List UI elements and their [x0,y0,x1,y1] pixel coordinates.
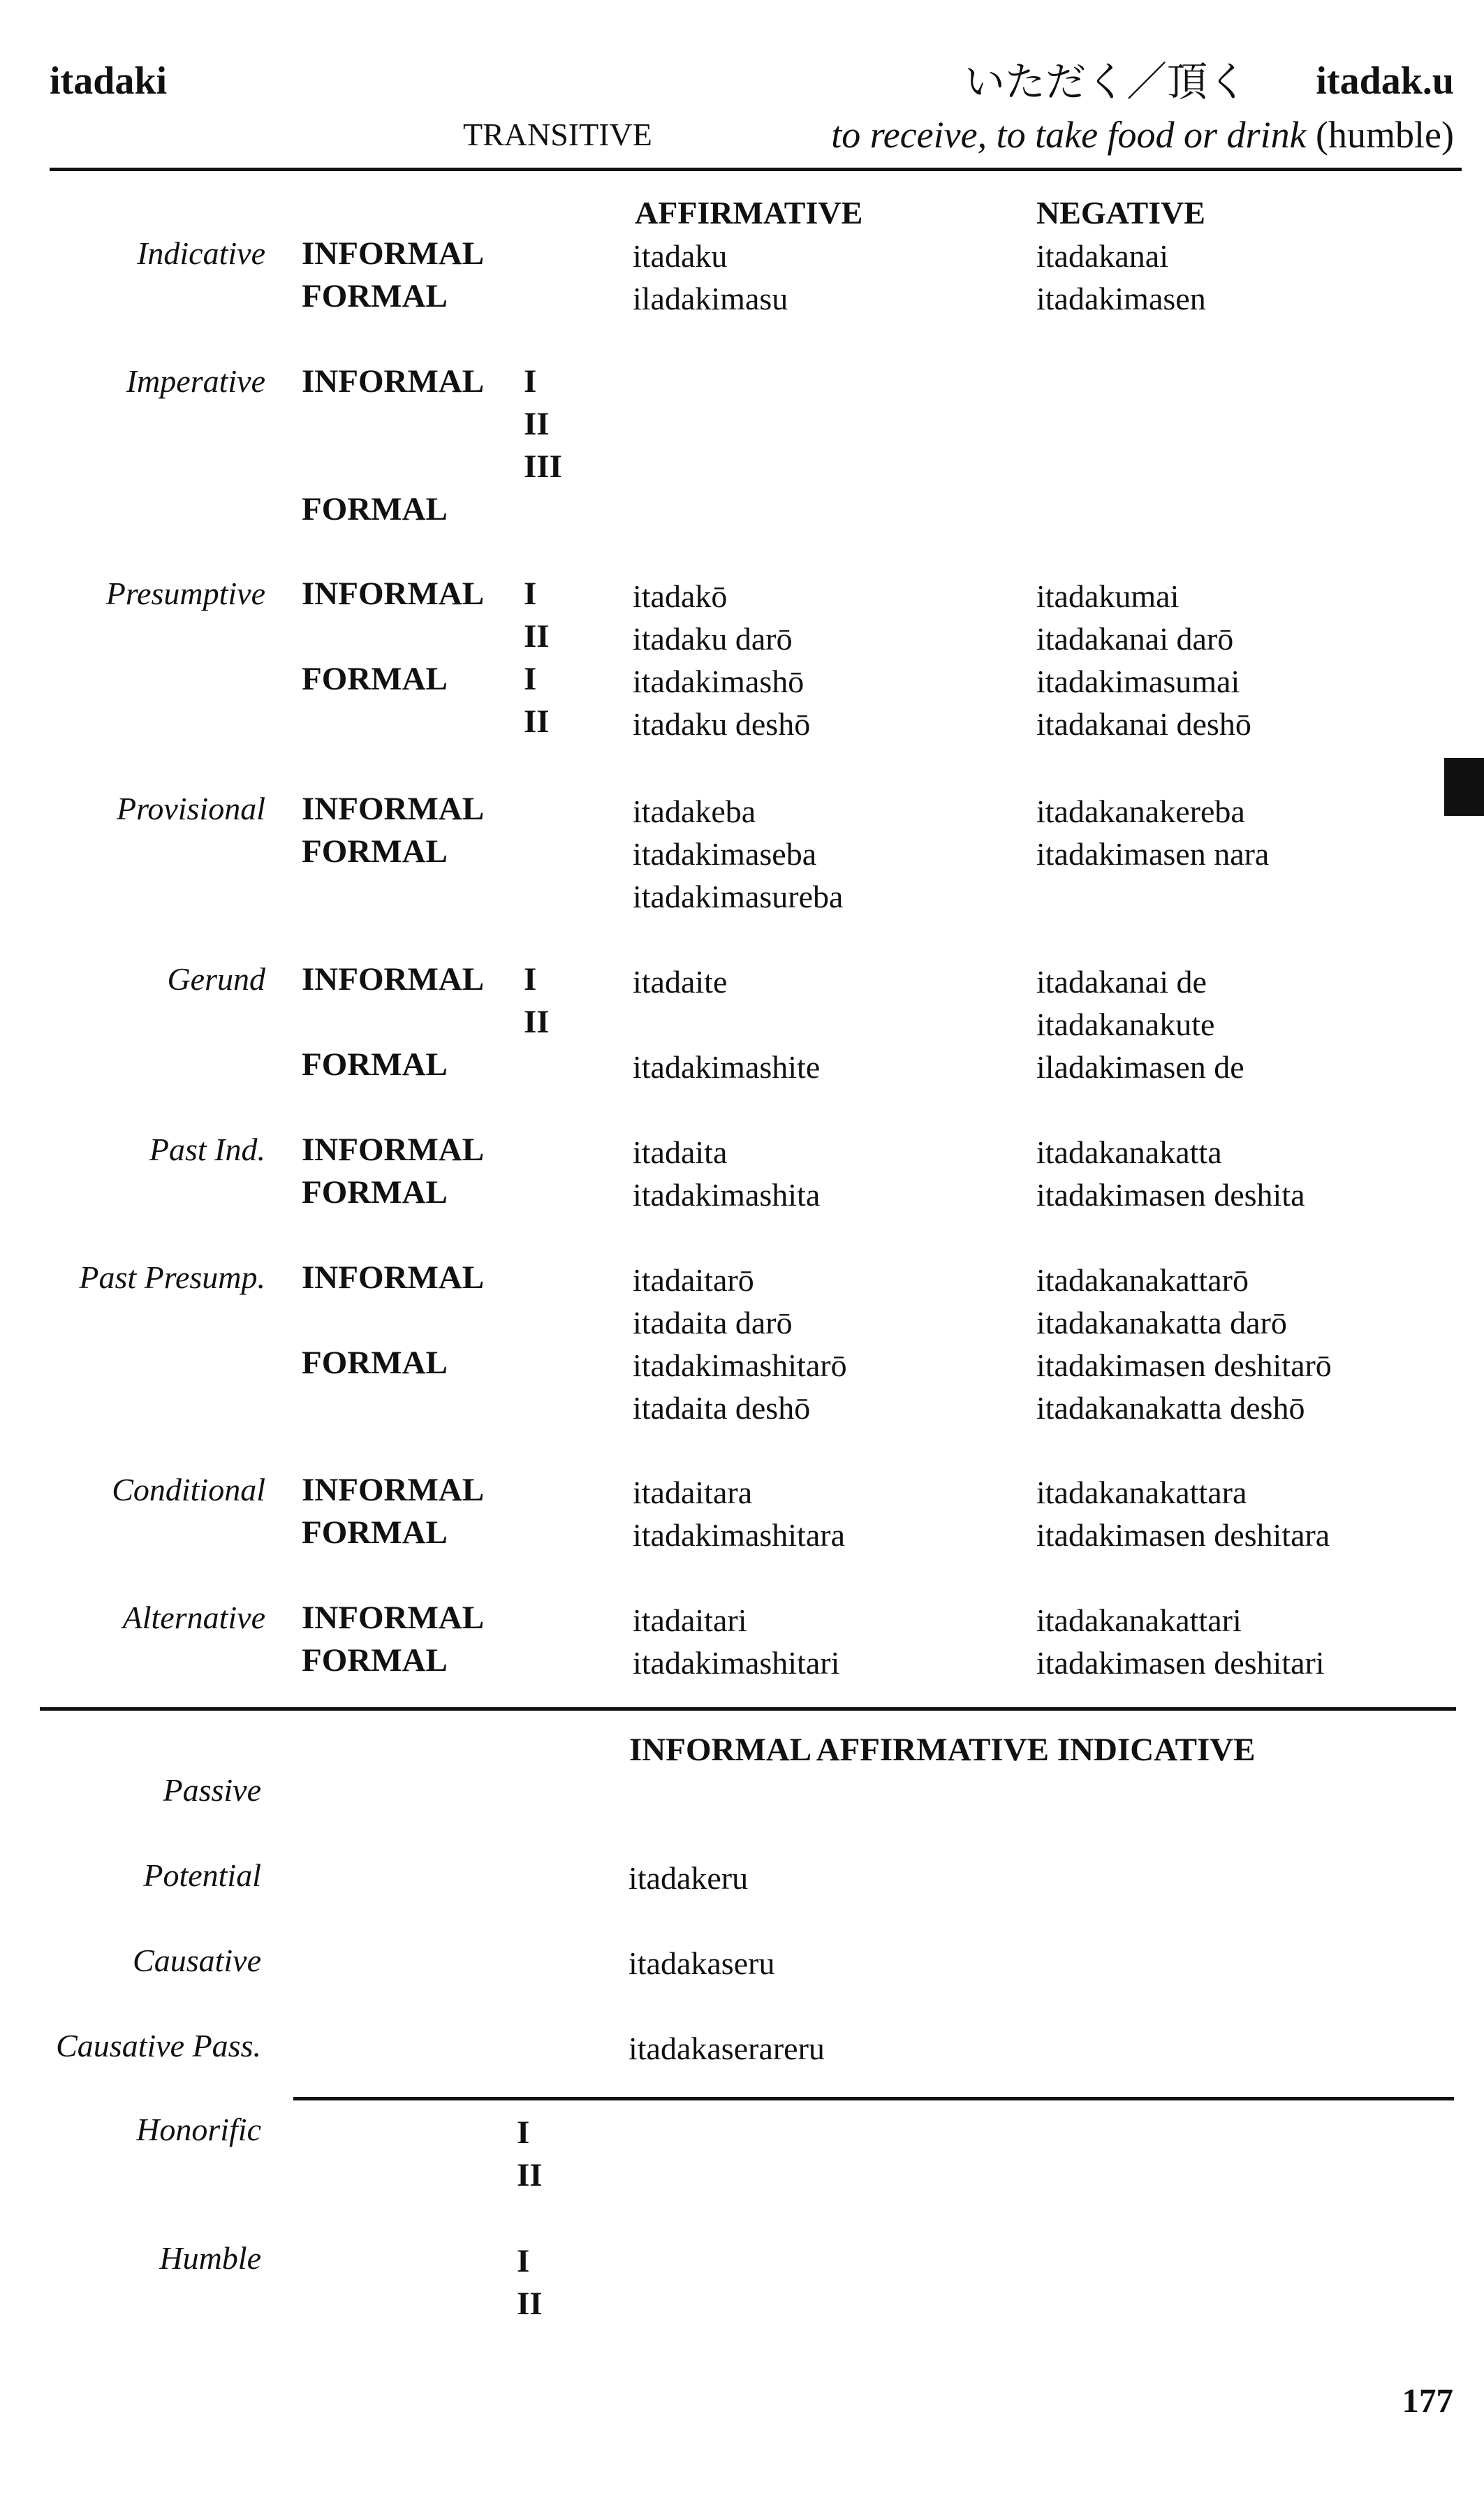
formality-level: FORMAL [302,1514,448,1551]
form-variant: I [524,661,537,697]
affirmative-form: itadaita darō [633,1305,793,1340]
negative-form: itadakumai [1036,578,1180,614]
negative-form: itadakanakatta deshō [1036,1390,1305,1426]
derived-forms-heading: INFORMAL AFFIRMATIVE INDICATIVE [629,1732,1256,1768]
mid-rule [40,1707,1456,1711]
negative-form: itadakanakattara [1036,1475,1247,1510]
derived-form: itadakeru [629,1860,749,1896]
derived-form: itadakaserareru [629,2031,825,2066]
formality-level: FORMAL [302,1642,448,1679]
affirmative-form: itadakimasureba [633,879,844,914]
affirmative-form: itadakimashitarō [633,1347,847,1383]
formality-level: FORMAL [302,1174,448,1211]
formality-level: FORMAL [302,833,448,870]
formality-level: INFORMAL [302,791,485,827]
affirmative-form: itadakimashite [633,1049,821,1085]
affirmative-form: itadaitara [633,1475,753,1510]
verb-type: TRANSITIVE [463,117,652,152]
section-label: Presumptive [105,576,265,611]
keigo-rule [293,2097,1454,2100]
column-header-affirmative: AFFIRMATIVE [635,195,863,231]
section-label: Past Presump. [79,1259,265,1295]
section-label: Imperative [126,363,265,399]
section-label: Indicative [137,235,265,271]
keigo-level: I [517,2114,530,2151]
formality-level: FORMAL [302,661,448,697]
formality-level: INFORMAL [302,1259,485,1296]
affirmative-form: itadakimashita [633,1177,821,1213]
formality-level: INFORMAL [302,961,485,997]
affirmative-form: itadakimashitari [633,1645,840,1681]
negative-form: itadakanakattari [1036,1602,1242,1638]
affirmative-form: itadaitari [633,1602,747,1638]
verb-kana-kanji: いただく／頂く [964,58,1248,105]
form-variant: I [524,363,537,400]
affirmative-form: itadakimashitara [633,1517,845,1553]
derived-label: Potential [143,1857,261,1893]
negative-form: itadakimasen [1036,281,1206,316]
affirmative-form: iladakimasu [633,281,788,316]
formality-level: INFORMAL [302,1600,485,1636]
formality-level: FORMAL [302,1345,448,1381]
form-variant: II [524,703,550,740]
affirmative-form: itadaite [633,964,728,1000]
negative-form: itadakimasen deshitara [1036,1517,1330,1553]
form-variant: III [524,448,562,485]
derived-label: Causative [133,1943,261,1978]
affirmative-form: itadakimashō [633,664,805,699]
formality-level: INFORMAL [302,1132,485,1168]
formality-level: INFORMAL [302,1472,485,1508]
form-variant: II [524,1004,550,1040]
negative-form: iladakimasen de [1036,1049,1244,1085]
verb-stem: itadaki [50,59,168,103]
negative-form: itadakimasen deshitarō [1036,1347,1332,1383]
form-variant: II [524,618,550,655]
formality-level: FORMAL [302,1046,448,1083]
keigo-level: I [517,2243,530,2279]
verb-meaning: to receive, to take food or drink [831,114,1307,156]
verb-meaning-line [831,116,1454,154]
formality-level: INFORMAL [302,576,485,612]
affirmative-form: itadaitarō [633,1262,754,1298]
derived-label: Causative Pass. [56,2028,261,2063]
derived-form: itadakaseru [629,1945,775,1981]
affirmative-form: itadakimaseba [633,836,817,872]
affirmative-form: itadaita deshō [633,1390,811,1426]
affirmative-form: itadaku deshō [633,706,811,742]
negative-form: itadakanai darō [1036,621,1234,657]
keigo-label: Honorific [136,2112,261,2147]
negative-form: itadakanakute [1036,1007,1215,1042]
negative-form: itadakanai deshō [1036,706,1251,742]
section-label: Provisional [117,791,265,826]
form-variant: II [524,406,550,442]
keigo-label: Humble [159,2240,261,2276]
keigo-level: II [517,2286,543,2322]
negative-form: itadakanai de [1036,964,1207,1000]
derived-label: Passive [163,1772,261,1808]
column-header-negative: NEGATIVE [1036,195,1205,231]
form-variant: I [524,576,537,612]
negative-form: itadakimasen deshita [1036,1177,1305,1213]
section-label: Gerund [167,961,265,997]
formality-level: FORMAL [302,278,448,314]
formality-level: INFORMAL [302,363,485,400]
form-variant: I [524,961,537,997]
section-label: Alternative [122,1600,265,1635]
negative-form: itadakimasumai [1036,664,1240,699]
negative-form: itadakanakattarō [1036,1262,1249,1298]
affirmative-form: itadakeba [633,794,756,829]
section-label: Conditional [112,1472,265,1507]
verb-dictionary-form: itadak.u [1316,59,1454,103]
formality-level: INFORMAL [302,235,485,272]
header-rule [50,168,1462,171]
affirmative-form: itadaku darō [633,621,793,657]
page-number: 177 [1402,2381,1453,2420]
affirmative-form: itadakō [633,578,728,614]
negative-form: itadakanakereba [1036,794,1245,829]
keigo-level: II [517,2157,543,2193]
negative-form: itadakanakatta darō [1036,1305,1287,1340]
negative-form: itadakanakatta [1036,1134,1222,1170]
thumb-index-marker [1444,758,1484,816]
negative-form: itadakimasen nara [1036,836,1270,872]
affirmative-form: itadaita [633,1134,728,1170]
section-label: Past Ind. [149,1132,265,1167]
negative-form: itadakanai [1036,238,1169,274]
negative-form: itadakimasen deshitari [1036,1645,1325,1681]
affirmative-form: itadaku [633,238,728,274]
formality-level: FORMAL [302,491,448,527]
verb-register: (humble) [1316,114,1454,156]
